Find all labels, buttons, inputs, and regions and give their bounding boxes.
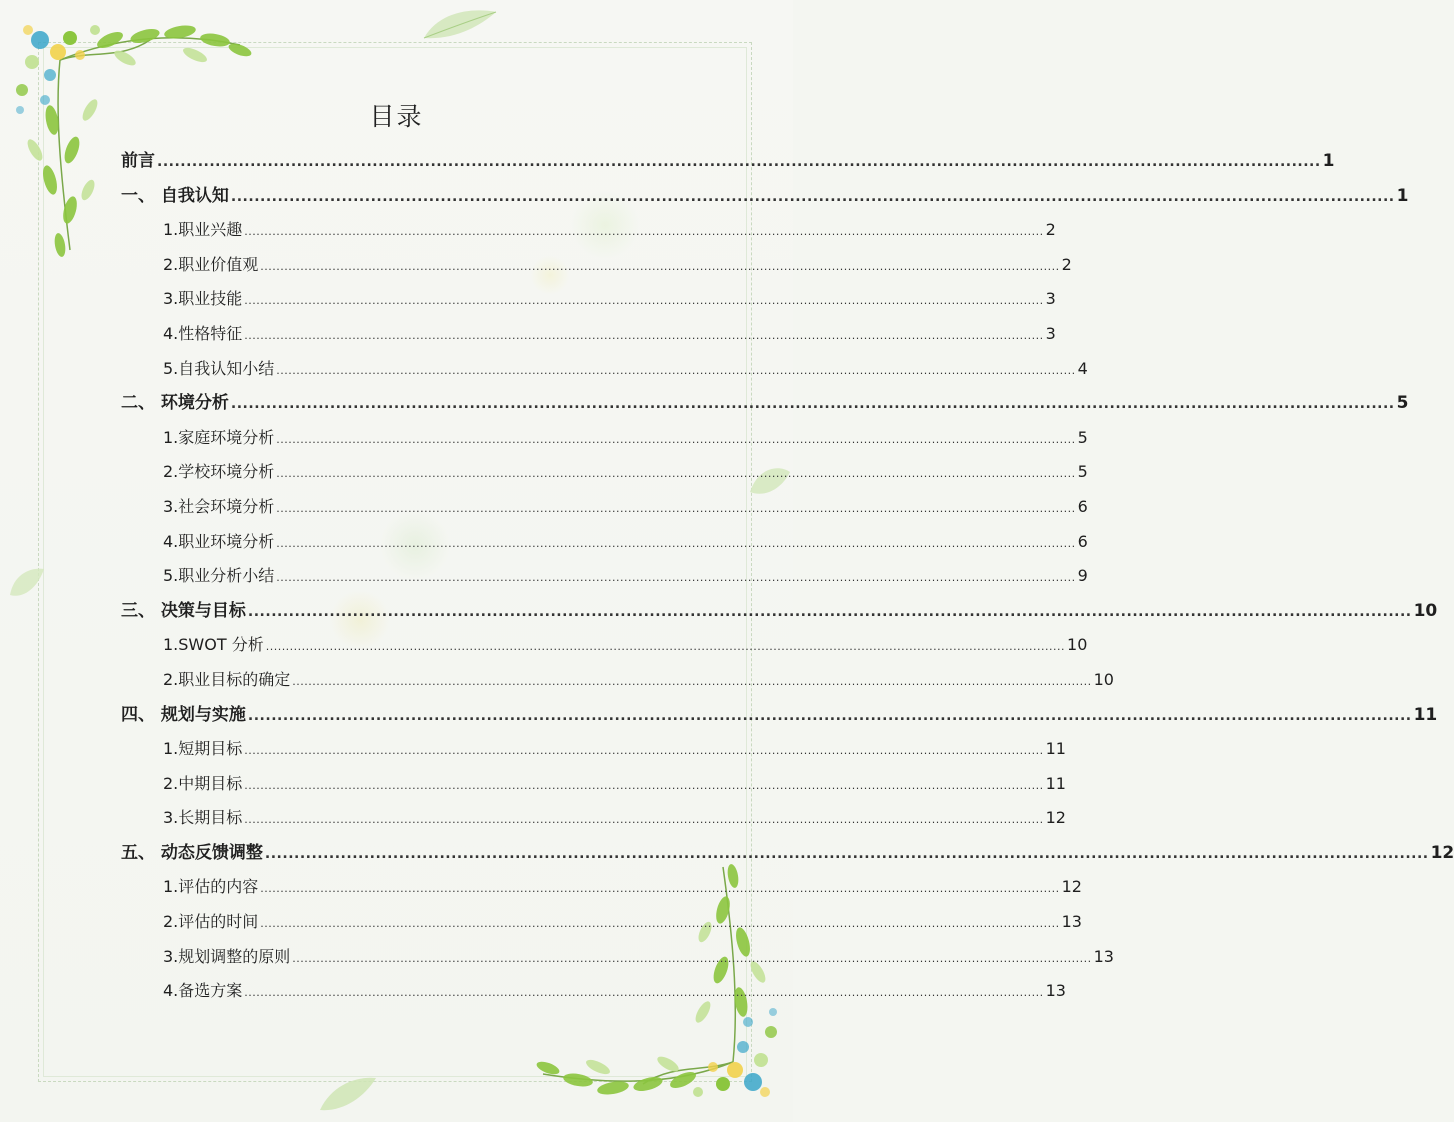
toc-page-number: 2: [1061, 254, 1072, 274]
toc-entry-label: 二、 环境分析: [121, 393, 229, 414]
toc-dot-leader: ........................................................................................................................................................................................................: [276, 432, 1076, 446]
toc-dot-leader: ........................................................................................................................................................................................................: [260, 917, 1060, 931]
toc-dot-leader: ........................................................................................................................................................................................................: [292, 674, 1092, 688]
toc-dot-leader: ........................................................................................................................................................................................................: [244, 744, 1044, 758]
toc-entry-label: 1.SWOT 分析: [163, 635, 264, 655]
leaf-icon: [8, 565, 46, 601]
toc-entry-label: 前言: [121, 151, 155, 171]
toc-dot-leader: ........................................................................................................................................................................................................: [247, 707, 1412, 724]
toc-subsection-entry[interactable]: [121, 525, 1088, 560]
toc-entry-label: 5.职业分析小结: [163, 566, 275, 586]
toc-subsection-entry[interactable]: [121, 352, 1088, 387]
toc-section-entry[interactable]: [121, 179, 1409, 214]
toc-page-number: 12: [1045, 808, 1066, 828]
toc-page-number: 13: [1093, 946, 1114, 966]
toc-section-entry[interactable]: [121, 698, 1438, 733]
toc-entry-label: 2.评估的时间: [163, 912, 259, 932]
toc-entry-label: 5.自我认知小结: [163, 358, 275, 378]
toc-entry-label: 3.长期目标: [163, 808, 243, 828]
toc-page-number: 1: [1322, 151, 1335, 171]
toc-dot-leader: ........................................................................................................................................................................................................: [276, 536, 1076, 550]
toc-entry-label: 3.社会环境分析: [163, 496, 275, 516]
toc-entry-label: 3.职业技能: [163, 289, 243, 309]
toc-entry-label: 2.学校环境分析: [163, 462, 275, 482]
toc-dot-leader: ........................................................................................................................................................................................................: [244, 225, 1044, 239]
toc-subsection-entry[interactable]: [121, 455, 1088, 490]
toc-entry-label: 五、 动态反馈调整: [121, 842, 263, 863]
toc-subsection-entry[interactable]: [121, 282, 1056, 317]
toc-dot-leader: ........................................................................................................................................................................................................: [230, 396, 1395, 413]
toc-entry-label: 4.备选方案: [163, 981, 243, 1001]
toc-entry-label: 1.短期目标: [163, 739, 243, 759]
toc-entry-label: 3.规划调整的原则: [163, 946, 291, 966]
leaf-icon: [420, 6, 500, 42]
toc-subsection-entry[interactable]: [121, 870, 1082, 905]
toc-subsection-entry[interactable]: [121, 732, 1066, 767]
toc-page-number: 4: [1077, 358, 1088, 378]
toc-page-number: 2: [1045, 220, 1056, 240]
toc-subsection-entry[interactable]: [121, 559, 1088, 594]
toc-dot-leader: ........................................................................................................................................................................................................: [244, 778, 1044, 792]
toc-dot-leader: ........................................................................................................................................................................................................: [292, 951, 1092, 965]
toc-page-number: 10: [1067, 635, 1088, 655]
toc-page-number: 12: [1061, 877, 1082, 897]
toc-dot-leader: ........................................................................................................................................................................................................: [157, 154, 1321, 170]
toc-subsection-entry[interactable]: [121, 248, 1072, 283]
toc-page-number: 3: [1045, 289, 1056, 309]
toc-dot-leader: ........................................................................................................................................................................................................: [244, 294, 1044, 308]
toc-page-number: 13: [1061, 912, 1082, 932]
toc-entry-label: 三、 决策与目标: [121, 600, 246, 621]
toc-section-entry[interactable]: [121, 836, 1454, 871]
toc-dot-leader: ........................................................................................................................................................................................................: [276, 363, 1076, 377]
toc-page-number: 3: [1045, 323, 1056, 343]
toc-subsection-entry[interactable]: [121, 767, 1066, 802]
toc-dot-leader: ........................................................................................................................................................................................................: [276, 467, 1076, 481]
toc-entry-label: 1.职业兴趣: [163, 220, 243, 240]
toc-entry-label: 2.中期目标: [163, 773, 243, 793]
toc-subsection-entry[interactable]: [121, 801, 1066, 836]
toc-dot-leader: ........................................................................................................................................................................................................: [276, 571, 1076, 585]
toc-dot-leader: ........................................................................................................................................................................................................: [244, 328, 1044, 342]
leaf-icon: [318, 1074, 378, 1114]
toc-page-number: 1: [1396, 185, 1409, 206]
page-title: 目录: [369, 102, 424, 131]
toc-page-number: 12: [1430, 842, 1454, 863]
toc-page-number: 10: [1413, 600, 1438, 621]
toc-subsection-entry[interactable]: [121, 628, 1088, 663]
toc-dot-leader: ........................................................................................................................................................................................................: [230, 188, 1395, 205]
toc-subsection-entry[interactable]: [121, 663, 1114, 698]
toc-section-entry[interactable]: [121, 144, 1335, 179]
toc-dot-leader: ........................................................................................................................................................................................................: [260, 259, 1060, 273]
toc-page-number: 11: [1045, 773, 1066, 793]
toc-dot-leader: ........................................................................................................................................................................................................: [276, 501, 1076, 515]
toc-subsection-entry[interactable]: [121, 317, 1056, 352]
toc-entry-label: 4.职业环境分析: [163, 531, 275, 551]
toc-page-number: 11: [1413, 704, 1438, 725]
toc-entry-label: 2.职业目标的确定: [163, 669, 291, 689]
toc-entry-label: 1.家庭环境分析: [163, 427, 275, 447]
toc-subsection-entry[interactable]: [121, 905, 1082, 940]
toc-dot-leader: ........................................................................................................................................................................................................: [244, 813, 1044, 827]
toc-page-number: 13: [1045, 981, 1066, 1001]
toc-entry-label: 4.性格特征: [163, 323, 243, 343]
toc-subsection-entry[interactable]: [121, 940, 1114, 975]
toc-section-entry[interactable]: [121, 594, 1438, 629]
toc-page-number: 11: [1045, 739, 1066, 759]
toc-entry-label: 四、 规划与实施: [121, 704, 246, 725]
toc-page-number: 5: [1396, 393, 1409, 414]
toc-entry-label: 一、 自我认知: [121, 185, 229, 206]
toc-subsection-entry[interactable]: [121, 213, 1056, 248]
toc-page-number: 5: [1077, 462, 1088, 482]
toc-subsection-entry[interactable]: [121, 974, 1066, 1009]
toc-dot-leader: ........................................................................................................................................................................................................: [244, 986, 1044, 1000]
toc-page-number: 6: [1077, 531, 1088, 551]
toc-page-number: 6: [1077, 496, 1088, 516]
toc-page-number: 5: [1077, 427, 1088, 447]
table-of-contents: [121, 144, 1454, 1009]
toc-subsection-entry[interactable]: [121, 421, 1088, 456]
toc-dot-leader: ........................................................................................................................................................................................................: [265, 640, 1066, 654]
toc-page-number: 10: [1093, 669, 1114, 689]
toc-subsection-entry[interactable]: [121, 490, 1088, 525]
toc-dot-leader: ........................................................................................................................................................................................................: [247, 603, 1412, 620]
toc-dot-leader: ........................................................................................................................................................................................................: [264, 845, 1429, 862]
toc-entry-label: 1.评估的内容: [163, 877, 259, 897]
toc-dot-leader: ........................................................................................................................................................................................................: [260, 882, 1060, 896]
toc-page-number: 9: [1077, 566, 1088, 586]
toc-section-entry[interactable]: [121, 386, 1409, 421]
toc-entry-label: 2.职业价值观: [163, 254, 259, 274]
